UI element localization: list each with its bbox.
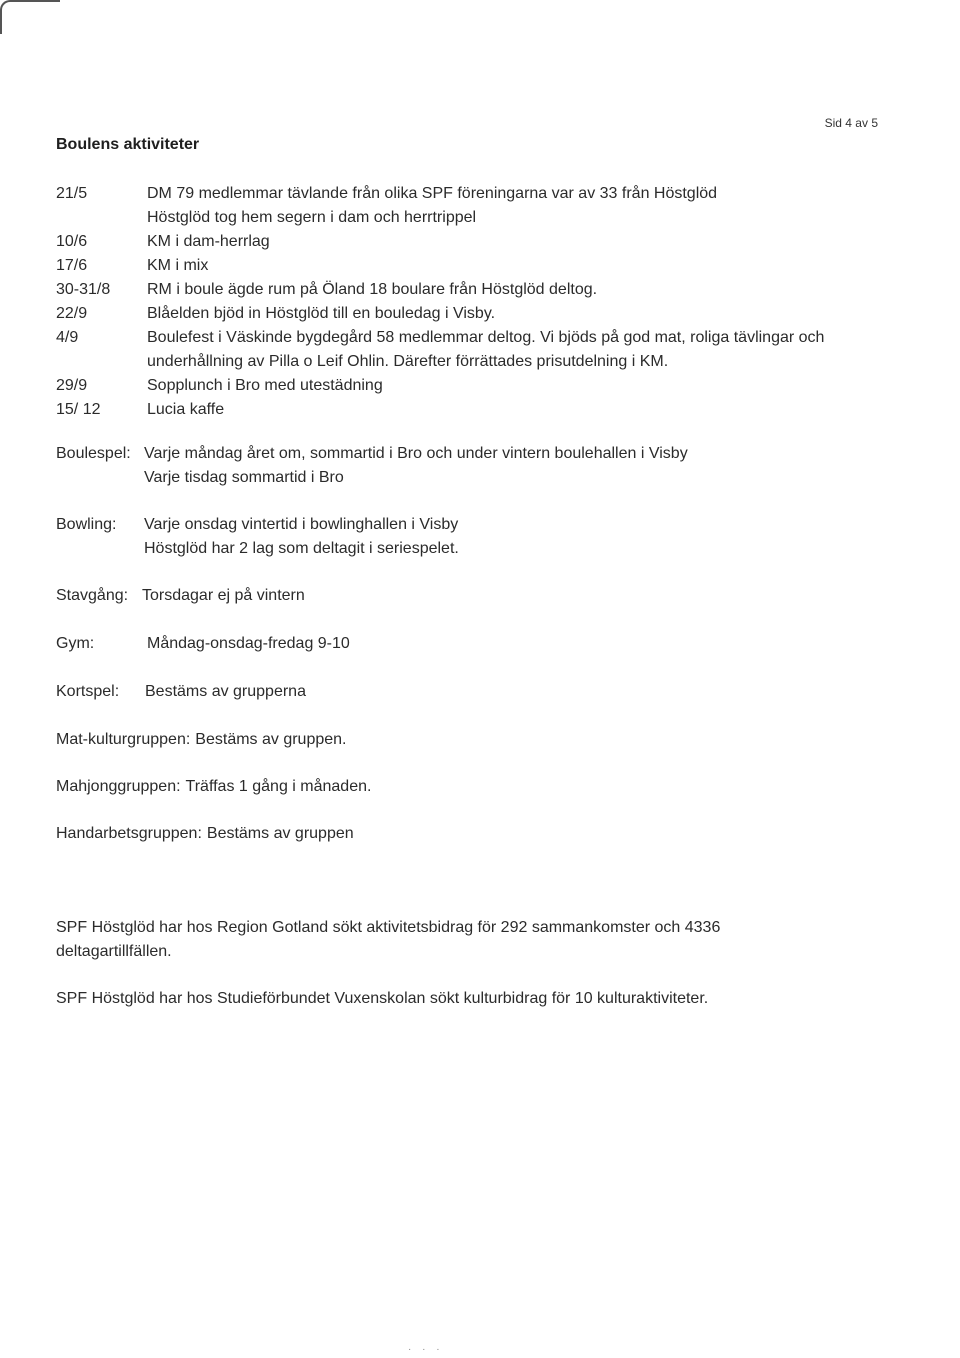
activity-line: RM i boule ägde rum på Öland 18 boulare från Höstglöd deltog.	[147, 281, 598, 298]
activity-row	[56, 254, 916, 278]
activity-line: DM 79 medlemmar tävlande från olika SPF föreningarna var av 33 från Höstglöd	[147, 185, 718, 202]
paragraph-line: deltagartillfällen.	[56, 943, 172, 960]
activity-date: 15/ 12	[56, 401, 101, 418]
activity-date: 30-31/8	[56, 281, 111, 298]
activity-row	[56, 182, 916, 230]
section-line: Torsdagar ej på vintern	[142, 587, 305, 604]
section-value	[195, 728, 346, 752]
section-bowling	[56, 513, 916, 561]
page-title: Boulens aktiviteter	[56, 136, 200, 153]
section-label: Bowling:	[56, 516, 117, 533]
section-line: Varje måndag året om, sommartid i Bro och under vintern boulehallen i Visby	[144, 445, 688, 462]
section-line: Bestäms av gruppen.	[195, 731, 347, 748]
section-value	[142, 584, 305, 608]
section-label: Gym:	[56, 635, 95, 652]
activity-row	[56, 326, 916, 374]
section-line: Varje onsdag vintertid i bowlinghallen i Visby	[144, 516, 459, 533]
activity-description	[147, 182, 916, 230]
paragraph-line: SPF Höstglöd har hos Studieförbundet Vuxenskolan sökt kulturbidrag för 10 kulturaktiviteter.	[56, 990, 709, 1007]
section-label: Kortspel:	[56, 683, 120, 700]
section-line: Måndag-onsdag-fredag 9-10	[147, 635, 350, 652]
paragraph-line: SPF Höstglöd har hos Region Gotland sökt aktivitetsbidrag för 292 sammankomster och 4336	[56, 919, 721, 936]
section-label: Mahjonggruppen:	[56, 778, 181, 795]
scan-marks-decoration: · · ·	[408, 1344, 444, 1355]
section-line: Bestäms av grupperna	[145, 683, 306, 700]
activity-line: Sopplunch i Bro med utestädning	[147, 377, 383, 394]
activity-row	[56, 398, 916, 422]
activity-description	[147, 302, 916, 326]
section-value	[147, 632, 350, 656]
section-line: Varje tisdag sommartid i Bro	[144, 469, 344, 486]
section-kortspel	[56, 680, 916, 704]
activity-line: KM i dam-herrlag	[147, 233, 270, 250]
activity-line: Höstglöd tog hem segern i dam och herrtrippel	[147, 209, 477, 226]
section-value	[144, 442, 688, 490]
section-value	[144, 513, 459, 561]
activity-date: 22/9	[56, 305, 88, 322]
section-mat-kulturgruppen	[56, 728, 916, 752]
activity-list	[56, 182, 916, 422]
section-stavgang	[56, 584, 916, 608]
section-label: Handarbetsgruppen:	[56, 825, 202, 842]
activity-description	[147, 326, 916, 374]
activity-date: 21/5	[56, 185, 88, 202]
paragraph-region-gotland	[56, 916, 906, 964]
activity-date: 17/6	[56, 257, 88, 274]
activity-line: Lucia kaffe	[147, 401, 225, 418]
activity-line: underhållning av Pilla o Leif Ohlin. Därefter förrättades prisutdelning i KM.	[147, 353, 669, 370]
activity-description	[147, 374, 916, 398]
activity-line: Blåelden bjöd in Höstglöd till en bouledag i Visby.	[147, 305, 496, 322]
activity-row	[56, 278, 916, 302]
section-mahjonggruppen	[56, 775, 916, 799]
section-value	[186, 775, 372, 799]
activity-date: 29/9	[56, 377, 88, 394]
section-line: Bestäms av gruppen	[206, 825, 354, 842]
section-value	[207, 822, 354, 846]
page-number: Sid 4 av 5	[824, 116, 878, 130]
activity-row	[56, 374, 916, 398]
activity-description	[147, 254, 916, 278]
section-label: Mat-kulturgruppen:	[56, 731, 191, 748]
activity-description	[147, 278, 916, 302]
section-label: Stavgång:	[56, 587, 129, 604]
section-value	[145, 680, 306, 704]
section-handarbetsgruppen	[56, 822, 916, 846]
activity-row	[56, 230, 916, 254]
section-boulespel	[56, 442, 916, 490]
section-label: Boulespel:	[56, 445, 131, 462]
activity-line: KM i mix	[147, 257, 209, 274]
section-line: Höstglöd har 2 lag som deltagit i seriespelet.	[144, 540, 459, 557]
scan-corner-mark	[0, 0, 60, 34]
activity-date: 10/6	[56, 233, 88, 250]
activity-description	[147, 230, 916, 254]
activity-description	[147, 398, 916, 422]
activity-date: 4/9	[56, 329, 79, 346]
paragraph-studieforbundet	[56, 987, 906, 1011]
activity-line: Boulefest i Väskinde bygdegård 58 medlemmar deltog. Vi bjöds på god mat, roliga tävlingar och	[147, 329, 825, 346]
activity-row	[56, 302, 916, 326]
section-gym	[56, 632, 916, 656]
section-line: Träffas 1 gång i månaden.	[185, 778, 372, 795]
